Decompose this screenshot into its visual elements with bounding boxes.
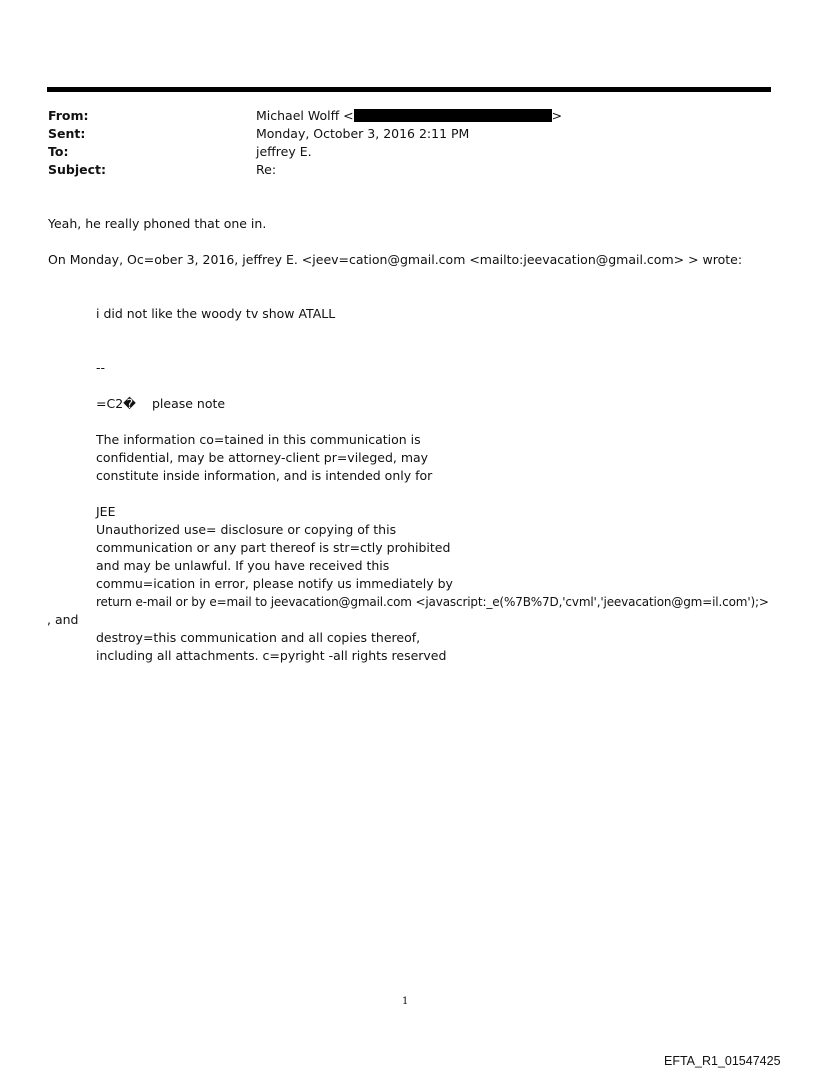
note-line bbox=[96, 395, 225, 413]
unauthorized-line: and may be unlawful. If you have received this bbox=[96, 558, 390, 573]
sender-close: > bbox=[551, 108, 563, 123]
sent-value: Monday, October 3, 2016 2:11 PM bbox=[256, 126, 470, 141]
redaction-block bbox=[354, 109, 552, 122]
note-prefix: =C2� bbox=[96, 396, 136, 411]
quoted-message: i did not like the woody tv show ATALL bbox=[96, 306, 336, 321]
disclaimer-line: confidential, may be attorney-client pr=vileged, may bbox=[96, 450, 429, 465]
from-label: From: bbox=[48, 108, 89, 123]
to-value: jeffrey E. bbox=[256, 144, 312, 159]
jee-text: JEE bbox=[96, 504, 116, 519]
sender-name: Michael Wolff < bbox=[256, 108, 354, 123]
reply-text: Yeah, he really phoned that one in. bbox=[48, 216, 267, 231]
signature-separator: -- bbox=[96, 360, 106, 375]
header-rule bbox=[47, 87, 771, 92]
page-number: 1 bbox=[402, 996, 409, 1007]
sent-label: Sent: bbox=[48, 126, 86, 141]
from-value bbox=[256, 107, 562, 125]
disclaimer-line: The information co=tained in this communication is bbox=[96, 432, 421, 447]
unauthorized-line: Unauthorized use= disclosure or copying of this bbox=[96, 522, 397, 537]
to-label: To: bbox=[48, 144, 69, 159]
document-id: EFTA_R1_01547425 bbox=[664, 1054, 781, 1068]
unauthorized-line: commu=ication in error, please notify us immediately by bbox=[96, 576, 453, 591]
disclaimer-line: constitute inside information, and is intended only for bbox=[96, 468, 433, 483]
quote-intro: On Monday, Oc=ober 3, 2016, jeffrey E. <jeev=cation@gmail.com <mailto:jeevacation@gmail.com> > wrote: bbox=[48, 252, 743, 267]
destroy-line: destroy=this communication and all copies thereof, bbox=[96, 630, 421, 645]
note-text: please note bbox=[151, 396, 226, 411]
subject-label: Subject: bbox=[48, 162, 106, 177]
and-fragment: , and bbox=[47, 612, 79, 627]
unauthorized-line: return e-mail or by e=mail to jeevacation@gmail.com <javascript:_e(%7B%7D,'cvml','jeevacation@gm=il.com');> bbox=[96, 595, 769, 609]
subject-value: Re: bbox=[256, 162, 277, 177]
destroy-line: including all attachments. c=pyright -all rights reserved bbox=[96, 648, 447, 663]
unauthorized-line: communication or any part thereof is str=ctly prohibited bbox=[96, 540, 451, 555]
